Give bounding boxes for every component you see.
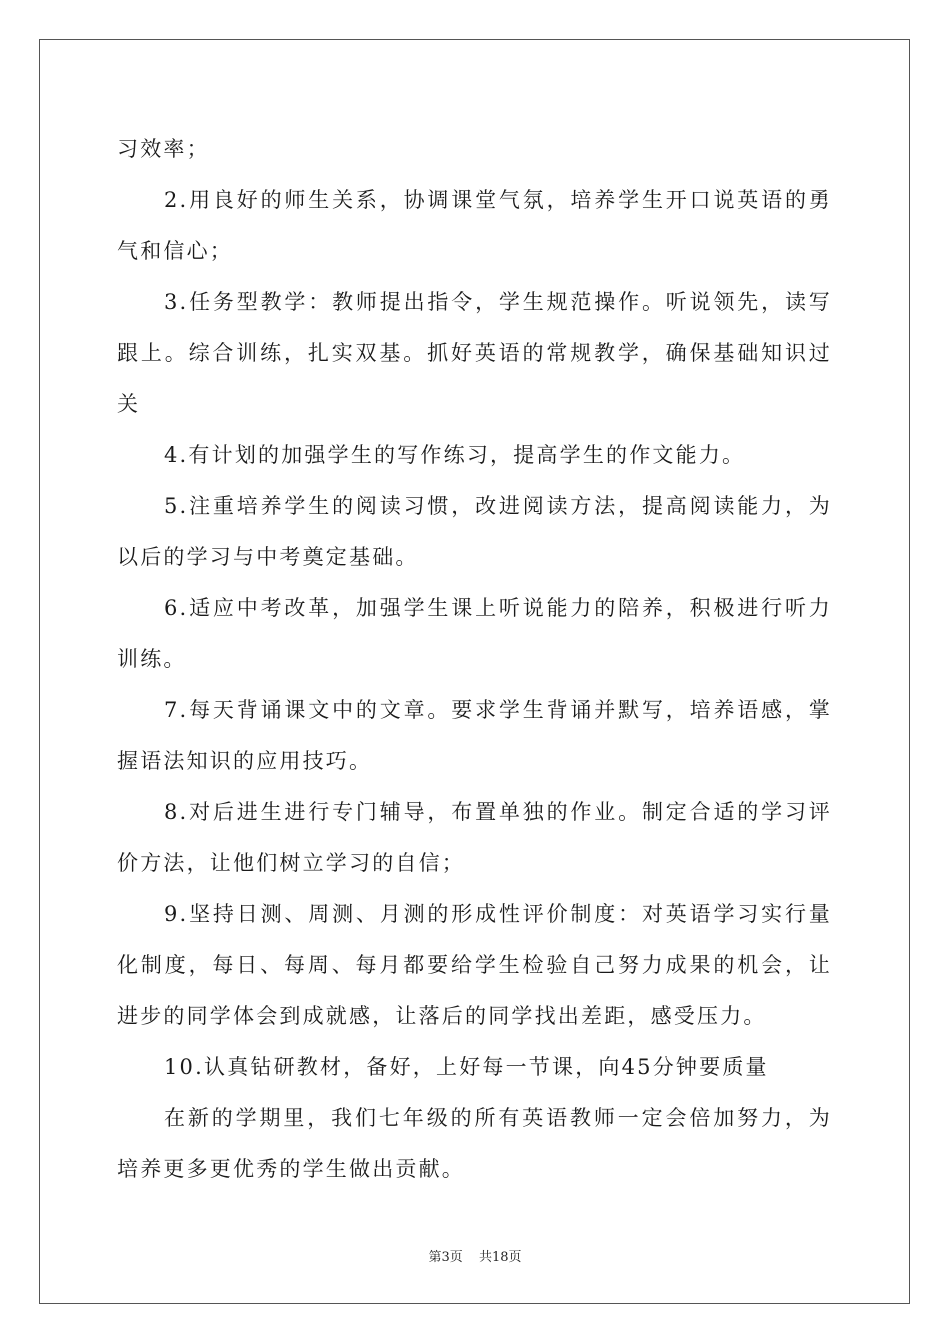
paragraph-closing: 在新的学期里，我们七年级的所有英语教师一定会倍加努力，为培养更多更优秀的学生做出贡献。	[117, 1106, 832, 1181]
paragraph-item-2: 2.用良好的师生关系，协调课堂气氛，培养学生开口说英语的勇气和信心；	[117, 188, 832, 263]
paragraph-item-9: 9.坚持日测、周测、月测的形成性评价制度：对英语学习实行量化制度，每日、每周、每月都要给学生检验自己努力成果的机会，让进步的同学体会到成就感，让落后的同学找出差距，感受压力。	[117, 902, 832, 1028]
page-total: 共18页	[478, 1250, 522, 1265]
page-number: 第3页	[428, 1250, 463, 1265]
paragraph-item-8: 8.对后进生进行专门辅导，布置单独的作业。制定合适的学习评价方法，让他们树立学习的自信；	[117, 800, 832, 875]
paragraph-item-3: 3.任务型教学：教师提出指令，学生规范操作。听说领先，读写跟上。综合训练，扎实双基。抓好英语的常规教学，确保基础知识过关	[117, 290, 832, 416]
paragraph-item-10: 10.认真钻研教材，备好，上好每一节课，向45分钟要质量	[164, 1055, 769, 1079]
paragraph-continuation: 习效率；	[117, 137, 210, 161]
paragraph-item-6: 6.适应中考改革，加强学生课上听说能力的陪养，积极进行听力训练。	[117, 596, 832, 671]
page-footer	[0, 1246, 950, 1265]
paragraph-item-5: 5.注重培养学生的阅读习惯，改进阅读方法，提高阅读能力，为以后的学习与中考奠定基础。	[117, 494, 832, 569]
paragraph-item-7: 7.每天背诵课文中的文章。要求学生背诵并默写，培养语感，掌握语法知识的应用技巧。	[117, 698, 832, 773]
paragraph-item-4: 4.有计划的加强学生的写作练习，提高学生的作文能力。	[164, 443, 746, 467]
document-body	[117, 124, 832, 1195]
